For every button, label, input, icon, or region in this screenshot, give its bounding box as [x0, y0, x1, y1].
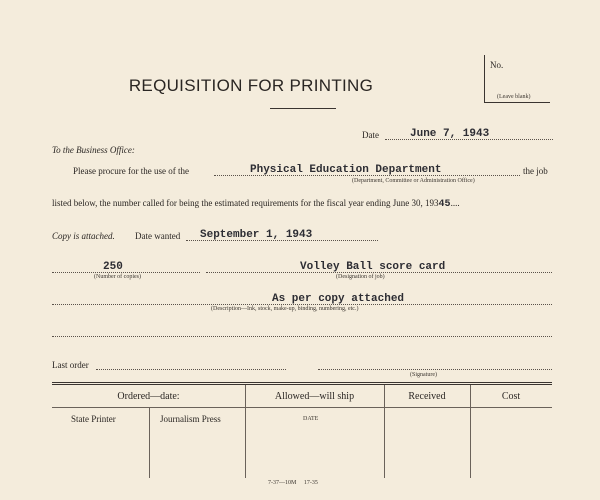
fiscal-year-dots: .... — [450, 198, 460, 208]
form-title: REQUISITION FOR PRINTING — [128, 76, 374, 95]
the-job-text: the job — [523, 166, 548, 176]
to-business-office: To the Business Office: — [52, 145, 135, 155]
date-wanted-value: September 1, 1943 — [200, 229, 313, 241]
header-received: Received — [408, 391, 446, 402]
please-procure-text: Please procure for the use of the — [73, 166, 189, 176]
journalism-press-label: Journalism Press — [160, 414, 221, 424]
description-value: As per copy attached — [272, 293, 405, 305]
no-label: No. — [490, 60, 504, 70]
footer-print-code: 7-37—10M 17-35 — [268, 480, 318, 486]
header-allowed-will-ship: Allowed—will ship — [274, 391, 355, 402]
description-caption: (Description—Ink, stock, make-up, binding, numbering, etc.) — [211, 306, 359, 312]
state-printer-label: State Printer — [71, 414, 116, 424]
signature-line — [318, 369, 552, 370]
no-box-bottom — [484, 102, 550, 103]
department-caption: (Department, Committee or Administration Office) — [352, 178, 475, 184]
signature-caption: (Signature) — [410, 372, 437, 378]
leave-blank-note: (Leave blank) — [497, 94, 531, 100]
listed-below-sentence: listed below, the number called for being the estimated requirements for the fiscal year ending June 30, 193 — [52, 198, 439, 208]
table-top-rule-2 — [52, 384, 552, 385]
table-header-rule — [52, 407, 552, 408]
title-underline — [270, 108, 336, 109]
copies-line — [52, 272, 200, 273]
date-wanted-label: Date wanted — [135, 231, 181, 241]
header-ordered-date: Ordered—date: — [117, 391, 180, 402]
copies-caption: (Number of copies) — [94, 274, 141, 280]
copies-value: 250 — [103, 261, 123, 273]
date-label: Date — [362, 130, 379, 140]
department-value: Physical Education Department — [250, 164, 442, 176]
fiscal-year-value: 45 — [438, 199, 451, 210]
designation-value: Volley Ball score card — [300, 261, 446, 273]
last-order-label: Last order — [52, 360, 89, 370]
designation-caption: (Designation of job) — [336, 274, 385, 280]
date-value: June 7, 1943 — [410, 128, 490, 140]
description-line-2 — [52, 336, 552, 337]
listed-below-text — [52, 198, 460, 210]
table-subdivider — [149, 407, 150, 478]
last-order-line — [96, 369, 286, 370]
copy-attached-text: Copy is attached. — [52, 231, 115, 241]
header-cost: Cost — [501, 391, 521, 402]
table-date-label: DATE — [303, 416, 319, 422]
no-box-left — [484, 55, 485, 102]
table-top-rule — [52, 382, 552, 383]
